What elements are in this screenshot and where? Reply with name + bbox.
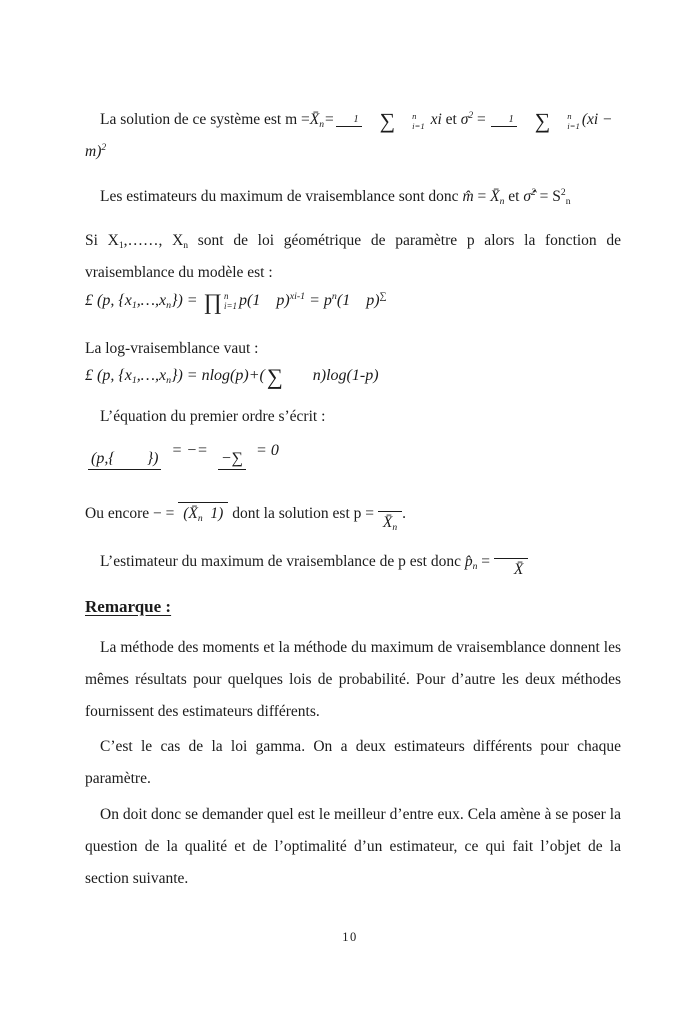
math-run: = 0 [256,441,279,459]
fraction-denominator [227,470,237,487]
fraction-numerator: (p,{ }) [88,450,161,470]
subscript: n [472,560,478,572]
math-var: = p [305,291,332,309]
equals-sign: = [324,111,335,128]
superscript: xi-1 [289,290,306,302]
text-run: C’est le cas de la loi gamma. On a deux estimateurs différents pour chaque paramètre. [85,738,621,788]
page-number [0,930,700,945]
math-var: p̂ [464,552,473,570]
paragraph-ml-estimators [85,181,621,213]
paragraph-log-likelihood-label [85,333,621,365]
math-run: £ (p, {x [85,367,132,385]
math-run [305,292,337,309]
math-s-squared-n [536,188,571,205]
math-var: σ̂ [523,187,531,205]
subscript: 1 [118,240,124,252]
equals-sign: = [473,111,490,128]
paragraph-first-order-label [85,401,621,433]
subscript: n [319,118,325,130]
text-run: et [441,111,461,128]
paragraph-best-estimator [85,799,621,894]
math-var: X̄ [513,561,524,579]
fraction-one-over [336,114,362,135]
fraction-one-over-xbar [378,511,402,532]
page-number-text: 10 [342,930,358,944]
fraction-derivative [88,450,161,486]
math-run: }) = [171,291,202,309]
math-run: ,…,x [136,291,167,309]
sum-upper-limit: n [567,111,572,122]
text-run: ,……, X [123,232,184,250]
sum-operator [520,108,580,133]
text-run: . [402,505,407,523]
subscript: n [392,521,398,533]
text-run: Les estimateurs du maximum de vraisemblance sont donc [100,187,463,205]
sum-lower-limit: i=1 [567,120,580,131]
math-p-hat-n [465,553,478,570]
product-upper-limit: n [224,291,229,302]
math-run: }) = nlog(p)+( [171,367,265,385]
product-lower-limit: i=1 [224,301,238,312]
math-run: ,…,x [136,367,167,385]
math-var: (xi − m) [85,111,613,160]
fraction-denominator [120,470,130,487]
text-run: La log-vraisemblance vaut : [85,339,259,357]
text-run: Si X [85,232,119,250]
math-var: p(1 p) [239,291,290,309]
paragraph-ml-estimator-p [85,546,621,579]
sigma-sum-icon: ∑ [379,108,396,133]
superscript: 2 [101,142,107,153]
fraction-numerator: −∑ [218,450,246,470]
overline-group-xbar-minus-one [178,502,228,523]
product-operator [203,288,238,314]
text-run: On doit donc se demander quel est le meilleur d’entre eux. Cela amène à se poser la question de la qualité et de l’optimalité d’un estimateur, ce qui fait l’objet de la section suivante. [85,806,621,887]
subscript: n [565,195,571,207]
heading-text: Remarque : [85,597,172,616]
text-run: et [504,187,524,205]
math-m-hat: m̂ [462,187,474,205]
superscript: ∑ [379,290,387,302]
sum-lower-limit: i=1 [412,120,425,131]
sum-operator [267,366,283,388]
subscript: n [166,299,172,311]
sum-upper-limit: n [412,111,417,122]
subscript: n [197,513,203,525]
fraction-denominator [499,127,509,135]
formula-likelihood-geometric [85,289,621,314]
math-run: n)log(1-p) [284,367,379,385]
math-run [239,292,305,309]
fraction-one-over-xbar [494,558,528,579]
math-run: £ (p, {x [85,291,132,309]
paragraph-methods-comparison [85,632,621,727]
math-var: σ [460,111,469,128]
fraction-sum-term [218,450,246,486]
superscript: n [331,290,337,302]
math-run: = −= [171,441,208,459]
formula-log-likelihood [85,364,621,389]
fraction-one-over [491,114,517,135]
math-run [337,292,387,309]
text-run: La solution de ce système est m = [100,111,310,128]
math-var: X̄ [490,187,500,205]
text-run: La méthode des moments et la méthode du maximum de vraisemblance donnent les mêmes résultats pour quelques lois de probabilité. Pour d’autre les deux méthodes fournissent des estimateurs différents. [85,639,621,720]
text-run: Ou encore − = [85,505,179,523]
text-run: sont de loi géométrique de paramètre p alors la fonction de vraisemblance du modèle est : [85,232,622,282]
paragraph-gamma-case [85,731,621,795]
fraction-numerator: 1 [491,114,517,127]
text-run: L’équation du premier ordre s’écrit : [100,408,326,426]
math-xbar-n [310,111,324,128]
math-xi: xi [426,111,442,128]
pi-product-icon: ∏ [203,288,223,314]
superscript: 2 [560,186,566,198]
sigma-sum-icon: ∑ [534,108,551,133]
math-sigma-hat-squared [523,188,535,205]
fraction-denominator [344,127,354,135]
sigma-sum-icon: ∑ [266,364,283,390]
text-run: dont la solution est p = [228,505,378,523]
subscript: n [499,195,505,207]
heading-remarque [85,593,621,620]
subscript: n [183,240,189,252]
subscript: 1 [131,375,137,387]
math-var: X̄ [309,111,320,128]
text-run: = S [535,187,561,205]
formula-first-order-equation [85,439,621,486]
equals-sign: = [473,187,491,205]
subscript: n [166,375,172,387]
equals-sign: = [477,552,494,570]
paragraph-geometric-intro [85,225,621,289]
superscript: 2 [531,186,536,198]
superscript: 2 [468,110,474,122]
formula-ou-encore [85,498,621,531]
sum-operator [365,108,425,133]
math-var: (1 p) [336,291,380,309]
paragraph-system-solution [85,104,621,168]
subscript: 1 [131,299,137,311]
math-xbar-n [490,188,504,205]
math-var: 1) [202,505,224,523]
fraction-numerator: 1 [336,114,362,127]
math-var: (X̄ [183,505,198,523]
math-var: X̄ [382,513,393,531]
math-sigma-squared [461,111,473,128]
text-run: L’estimateur du maximum de vraisemblance de p est donc [100,552,465,570]
